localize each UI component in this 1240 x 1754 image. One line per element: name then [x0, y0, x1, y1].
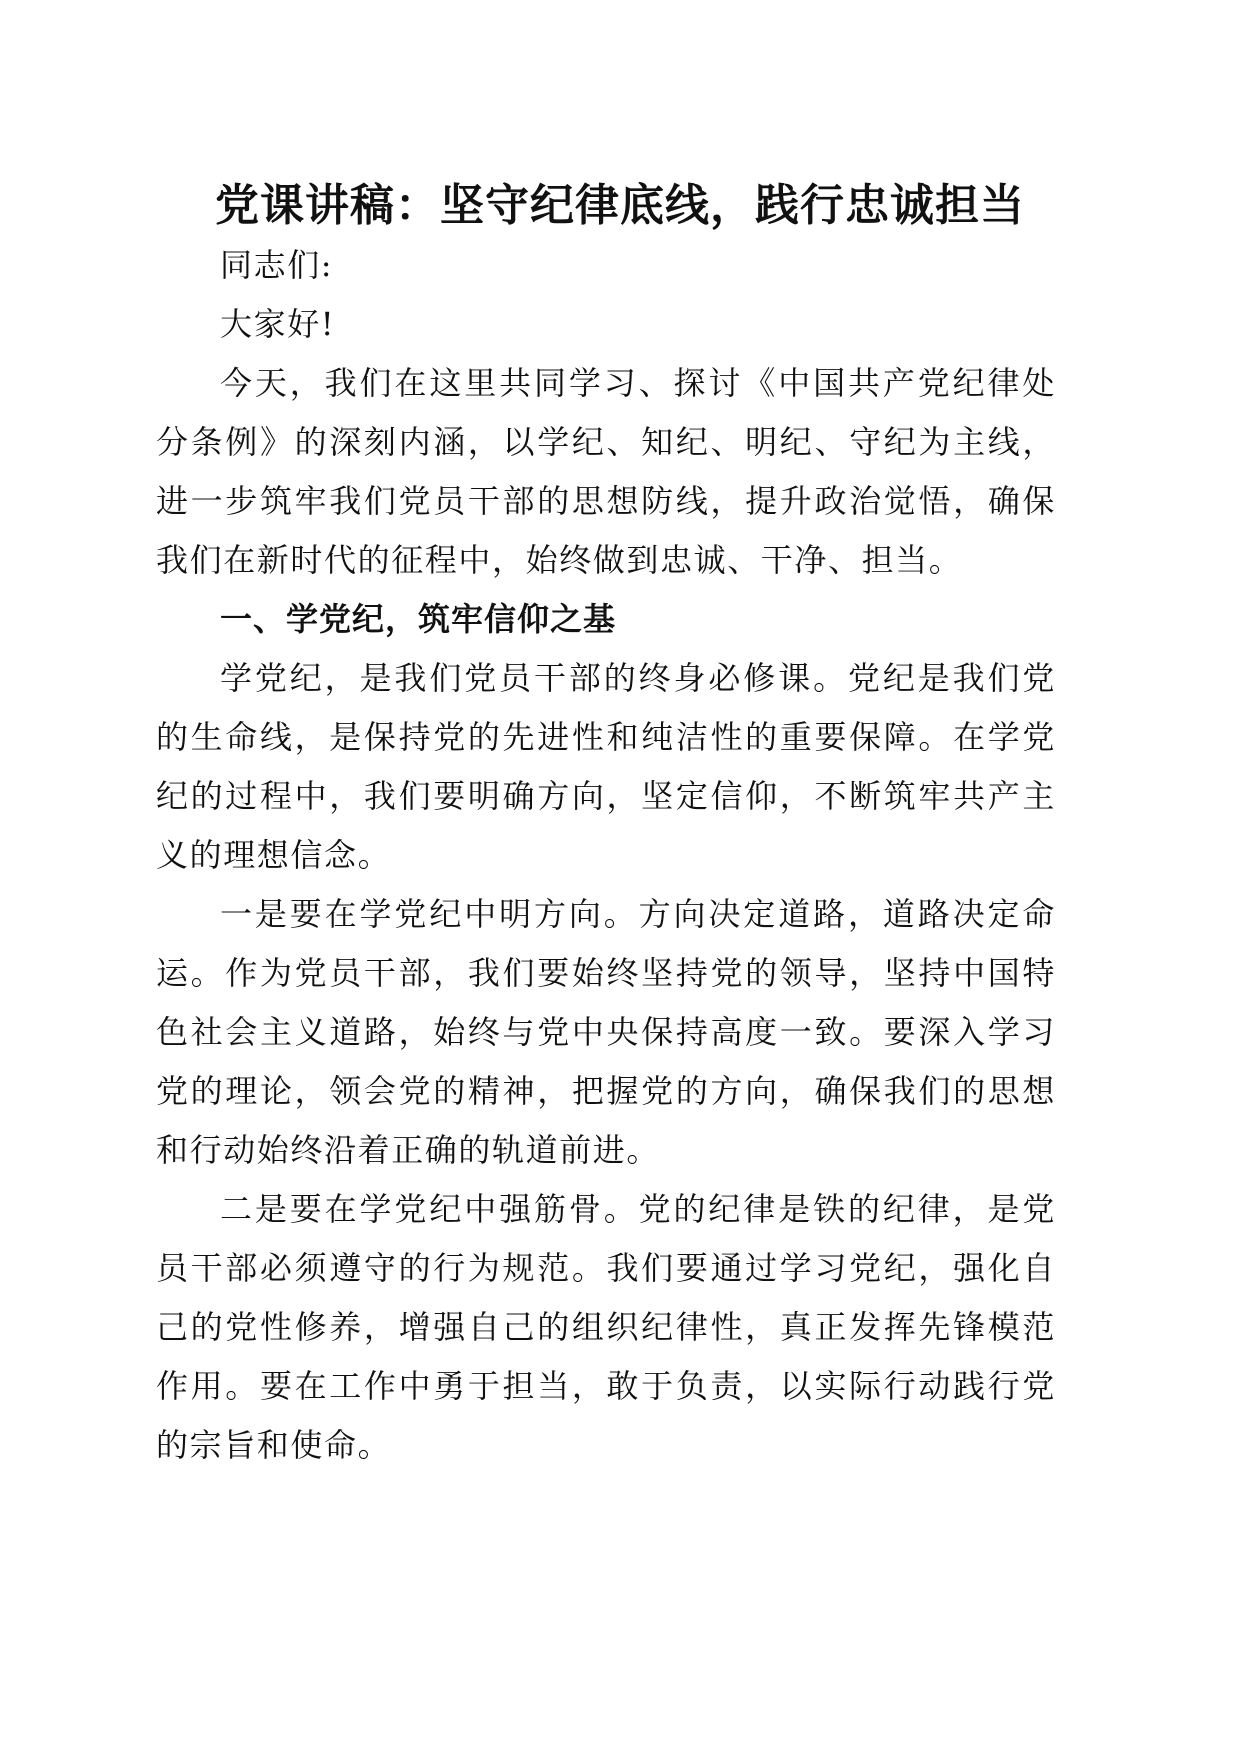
body-paragraph: 一是要在学党纪中明方向。方向决定道路，道路决定命运。作为党员干部，我们要始终坚持党的领导，坚持中国特色社会主义道路，始终与党中央保持高度一致。要深入学习党的理论，领会党的精神，把握党的方向，确保我们的思想和行动始终沿着正确的轨道前进。 — [156, 895, 1056, 1169]
body-paragraph: 学党纪，是我们党员干部的终身必修课。党纪是我们党的生命线，是保持党的先进性和纯洁性的重要保障。在学党纪的过程中，我们要明确方向，坚定信仰，不断筑牢共产主义的理想信念。 — [156, 659, 1056, 874]
section-heading: 一、学党纪，筑牢信仰之基 — [220, 600, 617, 638]
salutation: 同志们: — [220, 246, 334, 284]
document-body — [156, 236, 1056, 1475]
body-paragraph: 二是要在学党纪中强筋骨。党的纪律是铁的纪律，是党员干部必须遵守的行为规范。我们要通过学习党纪，强化自己的党性修养，增强自己的组织纪律性，真正发挥先锋模范作用。要在工作中勇于担当，敢于负责，以实际行动践行党的宗旨和使命。 — [156, 1190, 1056, 1464]
greeting: 大家好! — [220, 305, 336, 343]
document-title: 党课讲稿：坚守纪律底线，践行忠诚担当 — [215, 180, 1025, 231]
intro-paragraph: 今天，我们在这里共同学习、探讨《中国共产党纪律处分条例》的深刻内涵，以学纪、知纪、明纪、守纪为主线，进一步筑牢我们党员干部的思想防线，提升政治觉悟，确保我们在新时代的征程中，始终做到忠诚、干净、担当。 — [156, 364, 1056, 579]
